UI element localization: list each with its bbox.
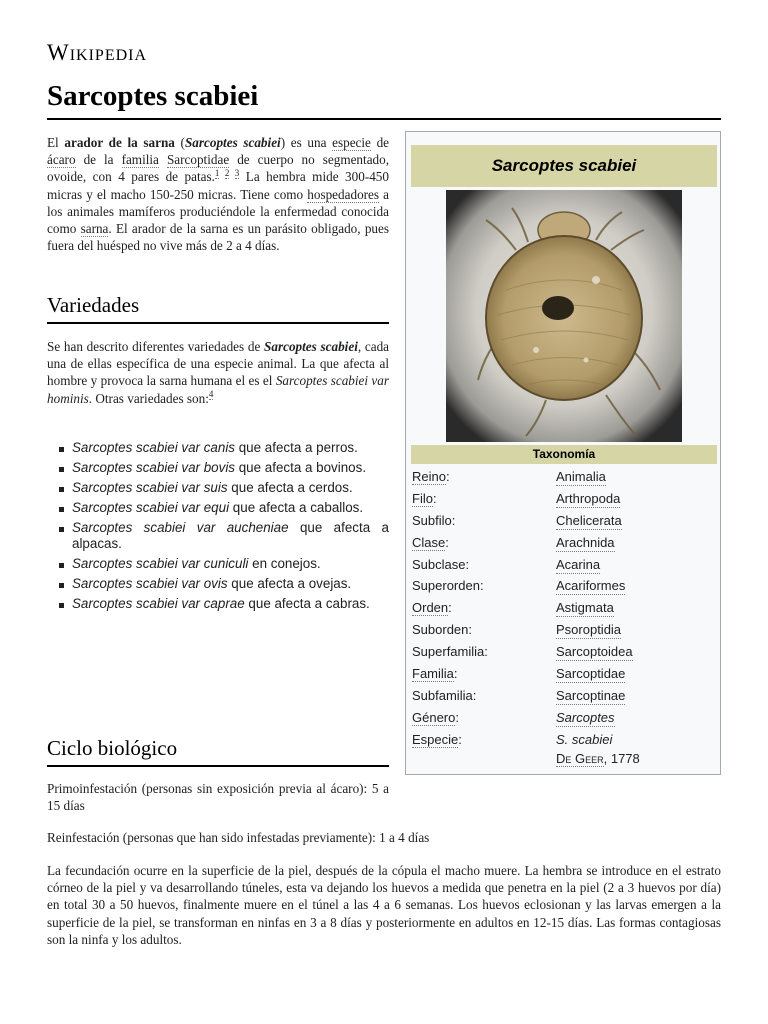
list-item: Sarcoptes scabiei var bovis que afecta a bovinos. (47, 460, 389, 476)
rank-link[interactable]: Reino (412, 469, 446, 484)
ref-4[interactable]: 4 (208, 389, 214, 400)
link-sarna[interactable]: sarna (80, 221, 109, 237)
section-heading-ciclo: Ciclo biológico (47, 735, 389, 767)
mite-micrograph-image[interactable] (446, 190, 682, 442)
intro-paragraph: El arador de la sarna (Sarcoptes scabiei) es una especie de ácaro de la familia Sarcoptidae de cuerpo no segmentado, ovoide, con 4 pares de patas.$^{1 2 3}$ La hembra mide 300-450 micras y el macho 150-250 micras. Tiene como hospedadores a los animales mamíferos produciéndole la enfermedad conocida como sarna. El arador de la sarna es un parásito obligado, pues fuera del huésped no vive más de 2 a 4 días. (47, 135, 390, 254)
taxon-link[interactable]: Sarcoptoidea (556, 644, 633, 660)
taxon-link[interactable]: Psoroptidia (556, 622, 622, 638)
taxon-link[interactable]: Arthropoda (556, 490, 621, 506)
ref-2[interactable]: 2 (224, 168, 230, 179)
taxon-link[interactable]: Arachnida (556, 534, 615, 550)
taxon-link[interactable]: Acarina (556, 556, 601, 572)
taxonomy-row: Filo: Arthropoda (412, 490, 621, 506)
link-familia[interactable]: familia (121, 152, 159, 168)
rank-link[interactable]: Especie (412, 731, 459, 747)
taxonomy-row: Superorden: Acariformes (412, 578, 626, 594)
rank-link[interactable]: Clase (412, 534, 446, 550)
taxon-link[interactable]: Sarcoptidae (556, 666, 626, 682)
ciclo-paragraph-3: La fecundación ocurre en la superficie de la piel, después de la cópula el macho muere. La hembra se introduce en el estrato córneo de la piel y va desarrollando túneles, esta va dejando los huevos a medida que penetra en la piel (2 a 3 huevos por día) en total 30 a 50 huevos, finalmente muere en el túnel a las 4 a 6 semanas. Los huevos eclosionan y las larvas emergen a la superficie de la piel, se transforman en ninfas en 3 a 8 días y posteriormente en adultos en 12-15 días. Las formas contagiosas son la ninfa y los adultos. (47, 863, 721, 947)
rank-label: Superorden (412, 578, 480, 594)
taxonomy-row: Suborden: Psoroptidia (412, 622, 622, 638)
link-hospedadores[interactable]: hospedadores (307, 186, 380, 202)
rank-link[interactable]: Orden (412, 600, 449, 616)
link-sarcoptidae[interactable]: Sarcoptidae (166, 152, 230, 168)
variedades-paragraph: Se han descrito diferentes variedades de Sarcoptes scabiei, cada una de ellas específica de una especie animal. La que afecta al hombre y provoca la sarna humana el es el Sarcoptes scabiei var hominis. Otras variedades son:$^4$ (47, 339, 390, 406)
ref-3[interactable]: 3 (234, 168, 240, 179)
author-year: , 1778 (603, 750, 640, 766)
wikipedia-wordmark[interactable]: Wikipedia (47, 40, 148, 65)
rank-label: Suborden (412, 622, 469, 638)
taxonomy-table (412, 468, 716, 771)
taxonomy-row: Subfamilia: Sarcoptinae (412, 687, 626, 703)
infobox-title: Sarcoptes scabiei (411, 145, 717, 187)
list-item: Sarcoptes scabiei var aucheniae que afecta a alpacas. (47, 520, 389, 553)
taxon-link[interactable]: Animalia (556, 469, 606, 484)
ciclo-paragraph-2: Reinfestación (personas que han sido infestadas previamente): 1 a 4 días (47, 830, 430, 845)
rank-link[interactable]: Género (412, 709, 456, 725)
taxonomy-row: Subclase: Acarina (412, 556, 601, 572)
taxonomy-row: Superfamilia: Sarcoptoidea (412, 644, 633, 660)
rank-label: Subclase (412, 556, 466, 572)
taxon-link[interactable]: Sarcoptes (556, 709, 615, 725)
list-item: Sarcoptes scabiei var cuniculi en conejos. (47, 556, 389, 572)
list-item: Sarcoptes scabiei var ovis que afecta a ovejas. (47, 576, 389, 592)
link-acaro[interactable]: ácaro (47, 152, 76, 168)
taxon-link[interactable]: Sarcoptinae (556, 687, 626, 703)
list-item: Sarcoptes scabiei var equi que afecta a caballos. (47, 500, 389, 516)
taxonomy-row: Género: Sarcoptes (412, 709, 615, 725)
ciclo-paragraph-1: Primoinfestación (personas sin exposición previa al ácaro): 5 a 15 días (47, 781, 389, 814)
rank-link[interactable]: Filo (412, 490, 433, 506)
taxon-link[interactable]: Astigmata (556, 600, 614, 616)
author-link[interactable]: De Geer (556, 750, 604, 766)
rank-label: Subfamilia (412, 687, 473, 703)
page-title: Sarcoptes scabiei (47, 78, 721, 120)
list-item: Sarcoptes scabiei var caprae que afecta a cabras. (47, 596, 389, 612)
taxonomy-row: Especie: S. scabiei De Geer, 1778 (412, 731, 640, 766)
variedades-list (47, 440, 389, 616)
rank-label: Superfamilia (412, 644, 485, 660)
taxonomy-row: Reino: Animalia (412, 469, 606, 484)
section-heading-variedades: Variedades (47, 292, 389, 324)
taxonomy-row: Clase: Arachnida (412, 534, 615, 550)
taxonomy-section-header: Taxonomía (411, 445, 717, 464)
taxobox (405, 131, 721, 775)
list-item: Sarcoptes scabiei var suis que afecta a cerdos. (47, 480, 389, 496)
ref-1[interactable]: 1 (214, 168, 220, 179)
link-especie[interactable]: especie (332, 135, 371, 150)
species-name: S. scabiei (556, 731, 613, 747)
taxon-link[interactable]: Acariformes (556, 578, 626, 594)
taxonomy-row: Orden: Astigmata (412, 600, 614, 616)
rank-link[interactable]: Familia (412, 666, 454, 682)
rank-label: Subfilo (412, 512, 452, 528)
taxon-link[interactable]: Chelicerata (556, 512, 622, 528)
common-name: arador de la sarna (64, 135, 175, 150)
list-item: Sarcoptes scabiei var canis que afecta a perros. (47, 440, 389, 456)
mite-illustration (446, 190, 682, 442)
scientific-name: Sarcoptes scabiei (184, 135, 281, 150)
taxonomy-row: Familia: Sarcoptidae (412, 666, 626, 682)
taxonomy-row: Subfilo: Chelicerata (412, 512, 622, 528)
